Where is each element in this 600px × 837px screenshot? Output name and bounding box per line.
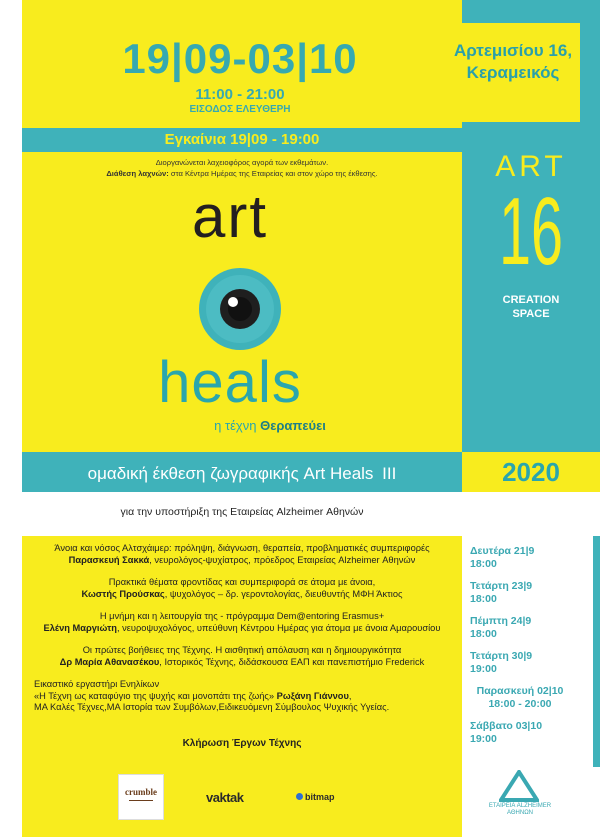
raffle-note-bold: Διάθεση λαχνών: bbox=[106, 169, 169, 178]
date-day: Δευτέρα 21|9 bbox=[470, 545, 535, 557]
events-right-bar bbox=[593, 536, 600, 767]
event-speaker-line bbox=[22, 657, 462, 669]
alzheimer-name bbox=[480, 803, 560, 817]
event-2 bbox=[22, 577, 462, 600]
space-art: ART bbox=[495, 150, 567, 183]
logo-art: art bbox=[191, 183, 269, 250]
date-day: Σάββατο 03|10 bbox=[470, 720, 543, 732]
event-speaker-line bbox=[22, 623, 462, 635]
vaktak-logo: vaktak bbox=[206, 790, 244, 805]
event-1 bbox=[22, 543, 462, 566]
date-item bbox=[470, 615, 590, 640]
date-item bbox=[470, 685, 570, 710]
address-text: Αρτεμισίου 16, Κεραμεικός bbox=[453, 41, 573, 82]
date-item bbox=[470, 650, 590, 675]
eye-icon bbox=[198, 267, 282, 351]
event-role: , νευρολόγος-ψυχίατρος, πρόεδρος Εταιρείας Alzheimer Αθηνών bbox=[149, 554, 416, 565]
raffle-note bbox=[22, 157, 462, 179]
event-role: , Ιστορικός Τέχνης, διδάσκουσα ΕΑΠ και πανεπιστήμιο Frederick bbox=[159, 656, 425, 667]
crumble-logo-rule bbox=[129, 800, 153, 801]
event-workshop-title: «Η Τέχνη ως καταφύγιο της ψυχής και μονοπάτι της ζωής» bbox=[34, 690, 277, 701]
event-topic: Οι πρώτες βοήθειες της Τέχνης. Η αισθητική απόλαυση και η δημιουργικότητα bbox=[82, 645, 402, 655]
exhibition-roman: III bbox=[382, 464, 397, 483]
event-role: , bbox=[348, 690, 352, 701]
event-speaker: Ρωξάνη Γιάννου bbox=[276, 690, 349, 701]
event-topic: Εικαστικό εργαστήρι Ενηλίκων bbox=[34, 679, 160, 689]
crumble-logo bbox=[118, 774, 164, 820]
date-day: Τετάρτη 23|9 bbox=[470, 580, 533, 592]
event-topic: Πρακτικά θέματα φροντίδας και συμπεριφορά σε άτομα με άνοια, bbox=[108, 577, 376, 587]
space-number: 16 bbox=[498, 178, 564, 285]
logo-heals: heals bbox=[158, 350, 302, 415]
event-4 bbox=[22, 645, 462, 668]
date-time: 18:00 bbox=[470, 627, 497, 640]
event-5 bbox=[22, 679, 462, 714]
date-day: Τετάρτη 30|9 bbox=[470, 650, 533, 662]
raffle-heading: Κλήρωση Έργων Τέχνης bbox=[182, 738, 302, 749]
event-speaker: Παρασκευή Σακκά bbox=[68, 554, 150, 565]
raffle-note-line1: Διοργανώνεται λαχειοφόρος αγορά των εκθεμάτων. bbox=[155, 158, 329, 167]
event-3 bbox=[22, 611, 462, 634]
event-speaker-line bbox=[22, 555, 462, 567]
date-time: 19:00 bbox=[470, 662, 497, 675]
event-speaker: Κωστής Προύσκας bbox=[81, 588, 165, 599]
exhibition-subtitle: για την υποστήριξη της Εταιρείας Alzheimer Αθηνών bbox=[120, 506, 364, 518]
event-speaker: Δρ Μαρία Αθανασέκου bbox=[59, 656, 160, 667]
raffle-note-line2 bbox=[22, 168, 462, 179]
event-speaker-line bbox=[22, 589, 462, 601]
year-box bbox=[462, 452, 600, 492]
free-entry: ΕΙΣΟΔΟΣ ΕΛΕΥΘΕΡΗ bbox=[189, 104, 291, 115]
date-day: Πέμπτη 24|9 bbox=[470, 615, 532, 627]
tagline-part2: Θεραπεύει bbox=[260, 418, 326, 433]
event-role: , νευροψυχολόγος, υπεύθυνη Κέντρου Ημέρας για άτομα με άνοια Αμαρουσίου bbox=[116, 622, 441, 633]
crumble-logo-text: crumble bbox=[125, 787, 157, 797]
date-item bbox=[470, 545, 590, 570]
date-time: 18:00 bbox=[470, 557, 497, 570]
raffle-note-rest: στα Κέντρα Ημέρας της Εταιρείας και στον χώρο της έκθεσης. bbox=[168, 169, 378, 178]
date-time: 18:00 bbox=[470, 592, 497, 605]
bitmap-logo bbox=[296, 792, 335, 802]
date-item bbox=[470, 720, 590, 745]
date-time: 19:00 bbox=[470, 732, 497, 745]
event-role-line2: ΜΑ Καλές Τέχνες,ΜΑ Ιστορία των Συμβόλων,Ειδικευόμενη Σύμβουλος Ψυχικής Υγείας. bbox=[34, 702, 390, 712]
event-role: , ψυχολόγος – δρ. γεροντολογίας, διευθυντής ΜΦΗ Άκτιος bbox=[164, 588, 403, 599]
opening-label: Εγκαίνια 19|09 - 19:00 bbox=[164, 131, 320, 148]
open-hours: 11:00 - 21:00 bbox=[195, 86, 285, 103]
dates-column bbox=[470, 545, 590, 755]
logo-tagline bbox=[170, 418, 370, 433]
date-range: 19|09-03|10 bbox=[122, 35, 358, 82]
exhibition-title-text: ομαδική έκθεση ζωγραφικής Art Heals bbox=[87, 464, 374, 483]
event-topic: Άνοια και νόσος Αλτσχάιμερ: πρόληψη, διάγνωση, θεραπεία, προβληματικές συμπεριφορές bbox=[54, 543, 430, 553]
alzheimer-triangle-icon bbox=[499, 770, 539, 802]
year-text: 2020 bbox=[502, 457, 560, 487]
alzheimer-line2: ΑΘΗΝΩΝ bbox=[506, 810, 534, 816]
date-item bbox=[470, 580, 590, 605]
event-speaker: Ελένη Μαργιώτη bbox=[43, 622, 117, 633]
bitmap-logo-text: bitmap bbox=[305, 792, 335, 802]
bitmap-dot-icon bbox=[296, 793, 303, 800]
event-topic: Η μνήμη και η λειτουργία της - πρόγραμμα Dem@entoring Erasmus+ bbox=[99, 611, 385, 621]
event-list bbox=[22, 543, 462, 725]
exhibition-title bbox=[22, 464, 462, 484]
space-line2: SPACE bbox=[512, 308, 550, 320]
tagline-part1: η τέχνη bbox=[214, 418, 261, 433]
date-time: 18:00 - 20:00 bbox=[488, 697, 552, 710]
alzheimer-line1: ΕΤΑΙΡΕΙΑ ALZHEIMER bbox=[488, 803, 552, 809]
event-speaker-line bbox=[34, 691, 462, 703]
date-day: Παρασκευή 02|10 bbox=[476, 685, 564, 697]
space-line1: CREATION bbox=[502, 294, 560, 306]
